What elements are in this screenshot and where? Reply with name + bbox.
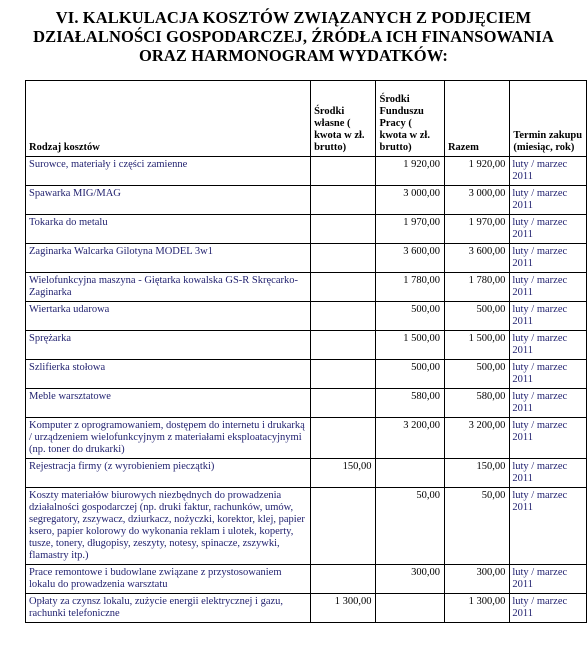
cost-name-cell: Sprężarka <box>26 331 311 360</box>
own-funds-cell <box>311 331 376 360</box>
purchase-date-cell: luty / marzec 2011 <box>510 565 587 594</box>
labour-fund-cell: 1 920,00 <box>376 157 444 186</box>
total-cell: 50,00 <box>444 488 509 565</box>
labour-fund-cell: 50,00 <box>376 488 444 565</box>
labour-fund-cell <box>376 459 444 488</box>
purchase-date-cell: luty / marzec 2011 <box>510 389 587 418</box>
total-cell: 500,00 <box>444 360 509 389</box>
header-cost-type: Rodzaj kosztów <box>26 81 311 157</box>
title-line-2: DZIAŁALNOŚCI GOSPODARCZEJ, ŹRÓDŁA ICH FINANSOWANIA <box>33 27 554 46</box>
purchase-date-cell: luty / marzec 2011 <box>510 302 587 331</box>
labour-fund-cell: 300,00 <box>376 565 444 594</box>
own-funds-cell <box>311 186 376 215</box>
table-body <box>26 157 587 623</box>
purchase-date-cell: luty / marzec 2011 <box>510 215 587 244</box>
own-funds-cell <box>311 273 376 302</box>
own-funds-cell <box>311 360 376 389</box>
labour-fund-cell: 580,00 <box>376 389 444 418</box>
header-total: Razem <box>444 81 509 157</box>
own-funds-cell <box>311 488 376 565</box>
total-cell: 1 500,00 <box>444 331 509 360</box>
labour-fund-cell: 1 970,00 <box>376 215 444 244</box>
total-cell: 1 780,00 <box>444 273 509 302</box>
header-purchase-date: Termin zakupu (miesiąc, rok) <box>510 81 587 157</box>
table-row <box>26 459 587 488</box>
purchase-date-cell: luty / marzec 2011 <box>510 331 587 360</box>
labour-fund-cell: 3 200,00 <box>376 418 444 459</box>
table-row <box>26 157 587 186</box>
cost-name-cell: Prace remontowe i budowlane związane z przystosowaniem lokalu do prowadzenia warsztatu <box>26 565 311 594</box>
purchase-date-cell: luty / marzec 2011 <box>510 273 587 302</box>
table-row <box>26 360 587 389</box>
cost-name-cell: Szlifierka stołowa <box>26 360 311 389</box>
header-labour-fund: Środki Funduszu Pracy ( kwota w zł. brutto) <box>376 81 444 157</box>
purchase-date-cell: luty / marzec 2011 <box>510 488 587 565</box>
total-cell: 1 300,00 <box>444 594 509 623</box>
labour-fund-cell: 3 000,00 <box>376 186 444 215</box>
own-funds-cell <box>311 389 376 418</box>
purchase-date-cell: luty / marzec 2011 <box>510 459 587 488</box>
cost-table <box>25 80 587 623</box>
total-cell: 3 000,00 <box>444 186 509 215</box>
table-row <box>26 418 587 459</box>
labour-fund-cell: 500,00 <box>376 360 444 389</box>
labour-fund-cell: 500,00 <box>376 302 444 331</box>
table-row <box>26 565 587 594</box>
own-funds-cell <box>311 418 376 459</box>
cost-name-cell: Zaginarka Walcarka Gilotyna MODEL 3w1 <box>26 244 311 273</box>
cost-name-cell: Komputer z oprogramowaniem, dostępem do internetu i drukarką / urządzeniem wielofunkcyjnym z materiałami eksploatacyjnymi (np. toner do drukarki) <box>26 418 311 459</box>
total-cell: 500,00 <box>444 302 509 331</box>
total-cell: 1 970,00 <box>444 215 509 244</box>
total-cell: 3 200,00 <box>444 418 509 459</box>
labour-fund-cell: 1 780,00 <box>376 273 444 302</box>
labour-fund-cell <box>376 594 444 623</box>
table-row <box>26 331 587 360</box>
cost-name-cell: Opłaty za czynsz lokalu, zużycie energii elektrycznej i gazu, rachunki telefoniczne <box>26 594 311 623</box>
header-own-funds: Środki własne ( kwota w zł. brutto) <box>311 81 376 157</box>
purchase-date-cell: luty / marzec 2011 <box>510 244 587 273</box>
purchase-date-cell: luty / marzec 2011 <box>510 186 587 215</box>
document-title <box>0 8 587 65</box>
cost-name-cell: Meble warsztatowe <box>26 389 311 418</box>
cost-name-cell: Surowce, materiały i części zamienne <box>26 157 311 186</box>
own-funds-cell <box>311 244 376 273</box>
purchase-date-cell: luty / marzec 2011 <box>510 360 587 389</box>
table-row <box>26 389 587 418</box>
cost-name-cell: Wiertarka udarowa <box>26 302 311 331</box>
cost-name-cell: Spawarka MIG/MAG <box>26 186 311 215</box>
title-line-1: VI. KALKULACJA KOSZTÓW ZWIĄZANYCH Z PODJĘCIEM <box>55 8 532 27</box>
total-cell: 150,00 <box>444 459 509 488</box>
table-row <box>26 594 587 623</box>
labour-fund-cell: 1 500,00 <box>376 331 444 360</box>
own-funds-cell <box>311 157 376 186</box>
purchase-date-cell: luty / marzec 2011 <box>510 594 587 623</box>
table-row <box>26 302 587 331</box>
total-cell: 3 600,00 <box>444 244 509 273</box>
purchase-date-cell: luty / marzec 2011 <box>510 418 587 459</box>
table-row <box>26 273 587 302</box>
total-cell: 1 920,00 <box>444 157 509 186</box>
table-row <box>26 186 587 215</box>
labour-fund-cell: 3 600,00 <box>376 244 444 273</box>
table-row <box>26 488 587 565</box>
cost-name-cell: Koszty materiałów biurowych niezbędnych do prowadzenia działalności gospodarczej (np. druki faktur, rachunków, umów, segregatory, zszywacz, dziurkacz, nożyczki, korektor, klej, papier ksero, papier kolorowy do wykonania reklam i ulotek, koperty, tusze, tonery, długopisy, zeszyty, notesy, spinacze, zszywki, flamastry itp.) <box>26 488 311 565</box>
table-row <box>26 215 587 244</box>
cost-name-cell: Wielofunkcyjna maszyna - Giętarka kowalska GS-R Skręcarko-Zaginarka <box>26 273 311 302</box>
own-funds-cell <box>311 302 376 331</box>
title-line-3: ORAZ HARMONOGRAM WYDATKÓW: <box>138 46 449 65</box>
own-funds-cell <box>311 215 376 244</box>
own-funds-cell: 150,00 <box>311 459 376 488</box>
cost-name-cell: Tokarka do metalu <box>26 215 311 244</box>
cost-name-cell: Rejestracja firmy (z wyrobieniem pieczątki) <box>26 459 311 488</box>
own-funds-cell <box>311 565 376 594</box>
header-row <box>26 81 587 157</box>
total-cell: 300,00 <box>444 565 509 594</box>
total-cell: 580,00 <box>444 389 509 418</box>
purchase-date-cell: luty / marzec 2011 <box>510 157 587 186</box>
table-row <box>26 244 587 273</box>
own-funds-cell: 1 300,00 <box>311 594 376 623</box>
